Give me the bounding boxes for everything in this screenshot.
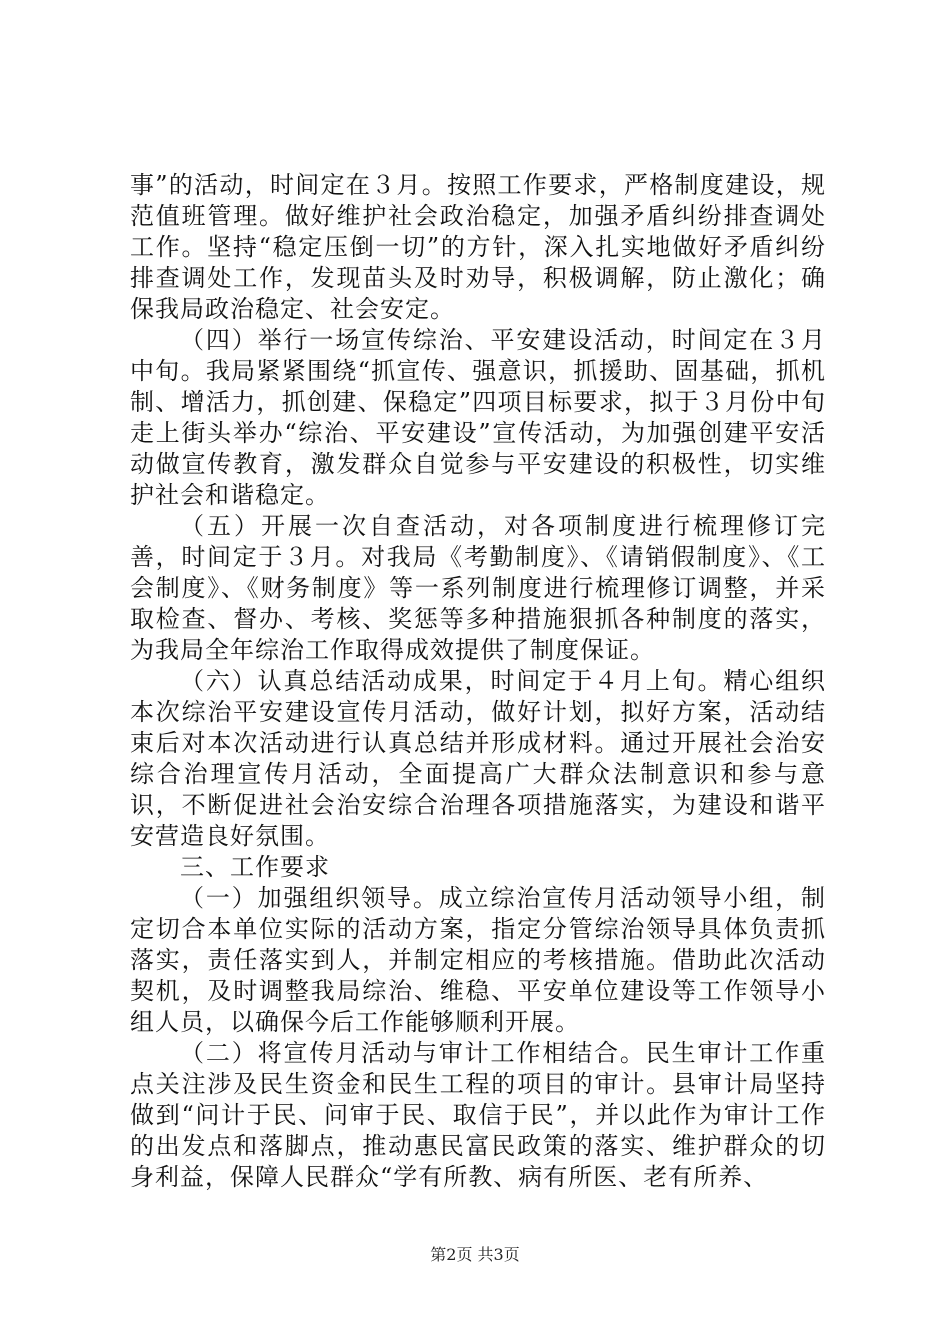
paragraph-requirement-two: （二）将宣传月活动与审计工作相结合。民生审计工作重点关注涉及民生资金和民生工程的项目的审计。县审计局坚持做到“问计于民、问审于民、取信于民”，并以此作为审计工作的出发点和落脚点，推动惠民富民政策的落实、维护群众的切身利益，保障人民群众“学有所教、病有所医、老有所养、 — [130, 1039, 826, 1191]
paragraph-item-six: （六）认真总结活动成果，时间定于４月上旬。精心组织本次综治平安建设宣传月活动，做好计划，拟好方案，活动结束后对本次活动进行认真总结并形成材料。通过开展社会治安综合治理宣传月活动，全面提高广大群众法制意识和参与意识，不断促进社会治安综合治理各项措施落实，为建设和谐平安营造良好氛围。 — [130, 667, 826, 850]
paragraph-item-four: （四）举行一场宣传综治、平安建设活动，时间定在３月中旬。我局紧紧围绕“抓宣传、强意识，抓援助、固基础，抓机制、增活力，抓创建、保稳定”四项目标要求，拟于３月份中旬走上街头举办“综治、平安建设”宣传活动，为加强创建平安活动做宣传教育，激发群众自觉参与平安建设的积极性，切实维护社会和谐稳定。 — [130, 326, 826, 509]
paragraph-continuation: 事”的活动，时间定在３月。按照工作要求，严格制度建设，规范值班管理。做好维护社会政治稳定，加强矛盾纠纷排查调处工作。坚持“稳定压倒一切”的方针，深入扎实地做好矛盾纠纷排查调处工作，发现苗头及时劝导，积极调解，防止激化；确保我局政治稳定、社会安定。 — [130, 171, 826, 323]
section-heading-work-requirements: 三、工作要求 — [180, 853, 330, 881]
page-footer: 第2页 共3页 — [430, 1245, 520, 1264]
paragraph-item-five: （五）开展一次自查活动，对各项制度进行梳理修订完善，时间定于３月。对我局《考勤制度》、《请销假制度》、《工会制度》、《财务制度》等一系列制度进行梳理修订调整，并采取检查、督办、考核、奖惩等多种措施狠抓各种制度的落实，为我局全年综治工作取得成效提供了制度保证。 — [130, 512, 826, 664]
body-text — [130, 170, 826, 1193]
paragraph-requirement-one: （一）加强组织领导。成立综治宣传月活动领导小组，制定切合本单位实际的活动方案，指定分管综治领导具体负责抓落实，责任落实到人，并制定相应的考核措施。借助此次活动契机，及时调整我局综治、维稳、平安单位建设等工作领导小组人员，以确保今后工作能够顺利开展。 — [130, 884, 826, 1036]
